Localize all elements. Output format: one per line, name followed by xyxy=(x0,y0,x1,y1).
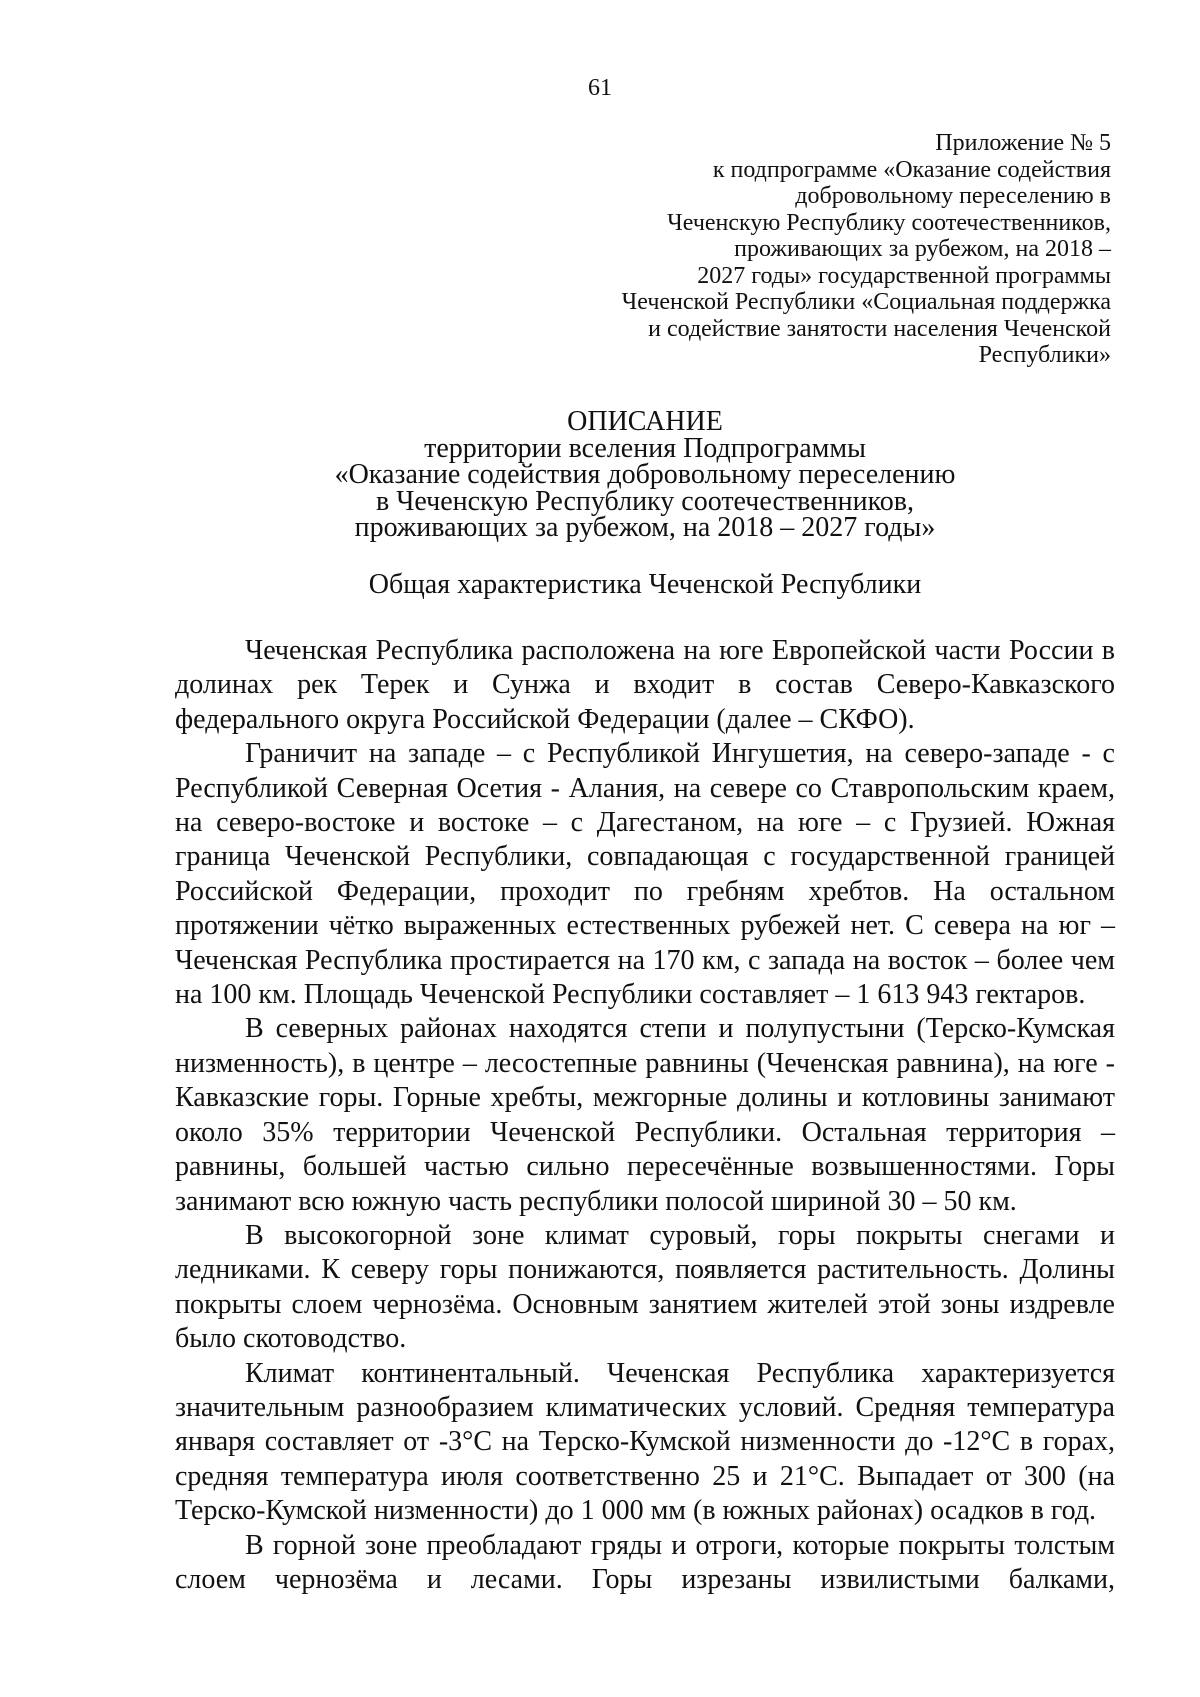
paragraph: В высокогорной зоне климат суровый, горы покрыты снегами и ледниками. К северу горы понижаются, появляется растительность. Долины покрыты слоем чернозёма. Основным занятием жителей этой зоны издревле было скотоводство. xyxy=(175,1219,1115,1355)
appendix-line: Чеченской Республики «Социальная поддержка xyxy=(621,289,1111,315)
title-line: ОПИСАНИЕ xyxy=(567,406,723,437)
title-line: в Чеченскую Республику соотечественников, xyxy=(375,485,914,517)
appendix-line: к подпрограмме «Оказание содействия xyxy=(712,156,1111,183)
appendix-line: Чеченскую Республику соотечественников, xyxy=(667,209,1111,236)
appendix-note xyxy=(551,130,1111,369)
appendix-line: добровольному переселению в xyxy=(795,183,1111,209)
appendix-line: Республики» xyxy=(978,342,1111,368)
title-line: территории вселения Подпрограммы xyxy=(424,432,866,464)
paragraph: Климат континентальный. Чеченская Республика характеризуется значительным разнообразием климатических условий. Средняя температура января составляет от -3°С на Терско-Кумской низменности до -12°С в горах, средняя температура июля соответственно 25 и 21°С. Выпадает от 300 (на Терско-Кумской низменности) до 1 000 мм (в южных районах) осадков в год. xyxy=(175,1357,1115,1527)
section-heading: Общая характеристика Чеченской Республики xyxy=(368,569,922,600)
body-text xyxy=(175,634,1115,1597)
paragraph: В горной зоне преобладают гряды и отроги, которые покрыты толстым слоем чернозёма и лесами. Горы изрезаны извилистыми балками, xyxy=(175,1529,1115,1595)
appendix-line: и содействие занятости населения Чеченской xyxy=(648,315,1111,342)
title-line: проживающих за рубежом, на 2018 – 2027 годы» xyxy=(354,512,936,543)
page-number: 61 xyxy=(588,75,612,101)
document-title xyxy=(175,406,1115,543)
appendix-line: проживающих за рубежом, на 2018 – xyxy=(734,236,1111,262)
paragraph: Граничит на западе – с Республикой Ингушетия, на северо-западе - с Республикой Северная Осетия - Алания, на севере со Ставропольским краем, на северо-востоке и востоке – с Дагестаном, на юге – с Грузией. Южная граница Чеченской Республики, совпадающая с государственной границей Российской Федерации, проходит по гребням хребтов. На остальном протяжении чётко выраженных естественных рубежей нет. С севера на юг – Чеченская Республика простирается на 170 км, с запада на восток – более чем на 100 км. Площадь Чеченской Республики составляет – 1 613 943 гектаров. xyxy=(175,738,1115,1011)
appendix-line: Приложение № 5 xyxy=(935,130,1111,156)
appendix-line: 2027 годы» государственной программы xyxy=(697,262,1111,289)
paragraph: Чеченская Республика расположена на юге Европейской части России в долинах рек Терек и Сунжа и входит в состав Северо-Кавказского федерального округа Российской Федерации (далее – СКФО). xyxy=(175,635,1115,735)
paragraph: В северных районах находятся степи и полупустыни (Терско-Кумская низменность), в центре – лесостепные равнины (Чеченская равнина), на юге - Кавказские горы. Горные хребты, межгорные долины и котловины занимают около 35% территории Чеченской Республики. Остальная территория – равнины, большей частью сильно пересечённые возвышенностями. Горы занимают всю южную часть республики полосой шириной 30 – 50 км. xyxy=(175,1013,1115,1217)
title-line: «Оказание содействия добровольному переселению xyxy=(334,459,956,490)
